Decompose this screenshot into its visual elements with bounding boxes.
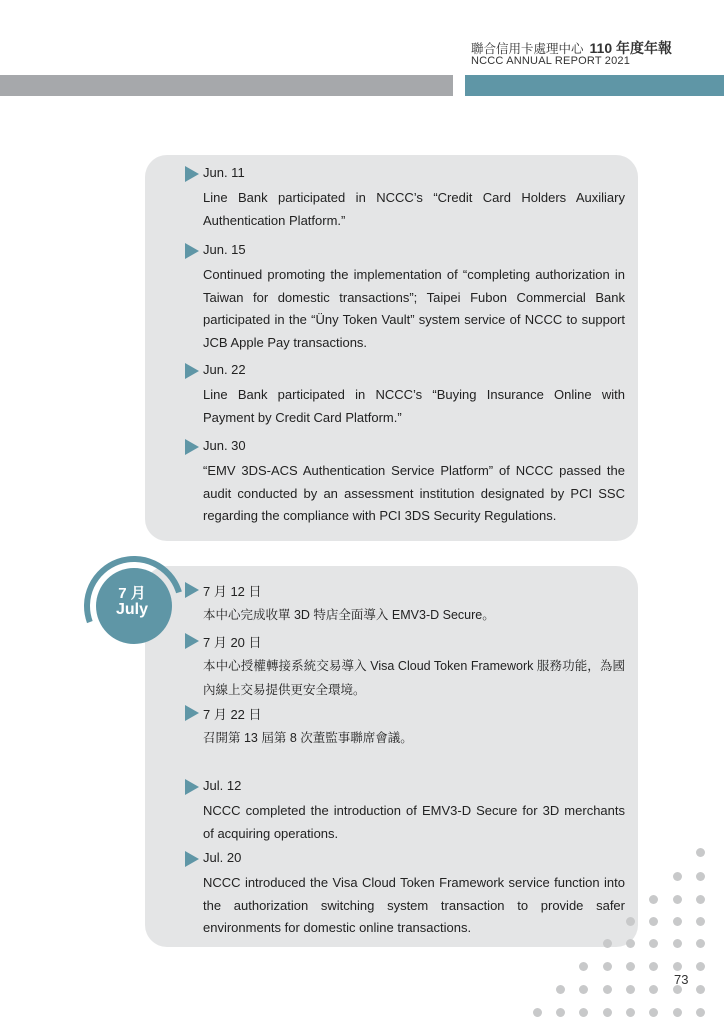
event-date: Jun. 22 bbox=[203, 362, 246, 377]
badge-month-en: July bbox=[115, 601, 148, 618]
bullet-triangle-icon bbox=[185, 582, 199, 598]
decorative-dot bbox=[626, 962, 635, 971]
decorative-dot bbox=[673, 917, 682, 926]
decorative-dot bbox=[649, 917, 658, 926]
event-text: Continued promoting the implementation of “completing authorization in Taiwan for domestic transactions”; Taipei Fubon Commercial Bank participated in the “Üny Token Vault” system service of NCCC to support JCB Apple Pay transactions. bbox=[203, 267, 625, 350]
decorative-dot bbox=[673, 895, 682, 904]
decorative-dot bbox=[533, 1008, 542, 1017]
decorative-dot bbox=[626, 939, 635, 948]
event-text: 召開第 13 屆第 8 次董監事聯席會議。 bbox=[203, 731, 413, 745]
decorative-dot bbox=[649, 962, 658, 971]
decorative-dot bbox=[696, 872, 705, 881]
decorative-dot bbox=[603, 939, 612, 948]
decorative-dot bbox=[626, 1008, 635, 1017]
event-date: Jul. 20 bbox=[203, 850, 242, 865]
bullet-triangle-icon bbox=[185, 851, 199, 867]
header-year-zh: 110 年度年報 bbox=[589, 40, 672, 56]
june-events-card bbox=[145, 155, 638, 541]
event-text: NCCC completed the introduction of EMV3-D Secure for 3D merchants of acquiring operations. bbox=[203, 803, 625, 841]
decorative-dot bbox=[603, 1008, 612, 1017]
decorative-dot bbox=[579, 985, 588, 994]
decorative-dot bbox=[696, 985, 705, 994]
decorative-dot bbox=[649, 985, 658, 994]
decorative-dot bbox=[579, 1008, 588, 1017]
decorative-dot bbox=[649, 1008, 658, 1017]
decorative-dot bbox=[696, 962, 705, 971]
decorative-dot bbox=[649, 895, 658, 904]
decorative-dot bbox=[649, 939, 658, 948]
bullet-triangle-icon bbox=[185, 166, 199, 182]
event-text: 本中心授權轉接系統交易導入 Visa Cloud Token Framework 服務功能，為國內線上交易提供更安全環境。 bbox=[203, 659, 625, 697]
badge-month-zh: 7 月 bbox=[118, 585, 146, 602]
decorative-dot bbox=[673, 1008, 682, 1017]
event-date: 7 月 20 日 bbox=[203, 635, 262, 650]
decorative-dot bbox=[626, 985, 635, 994]
event-text: “EMV 3DS-ACS Authentication Service Platform” of NCCC passed the audit conducted by an assessment institution designated by PCI SSC regarding the compliance with PCI 3DS Security Regulations. bbox=[203, 463, 625, 523]
event-text: NCCC introduced the Visa Cloud Token Framework service function into the authorization switching system transaction to provide safer environments for domestic online transactions. bbox=[203, 875, 625, 935]
decorative-dot bbox=[603, 985, 612, 994]
header-teal-bar bbox=[465, 75, 724, 96]
decorative-dot bbox=[673, 962, 682, 971]
header-title-en: NCCC ANNUAL REPORT 2021 bbox=[471, 55, 631, 67]
decorative-dot bbox=[696, 939, 705, 948]
event-text: Line Bank participated in NCCC’s “Credit Card Holders Auxiliary Authentication Platform.” bbox=[203, 190, 625, 228]
decorative-dot bbox=[673, 939, 682, 948]
event-text: 本中心完成收單 3D 特店全面導入 EMV3-D Secure。 bbox=[203, 608, 495, 622]
decorative-dot bbox=[696, 895, 705, 904]
event-date: Jun. 15 bbox=[203, 242, 246, 257]
decorative-dot bbox=[626, 917, 635, 926]
decorative-dot bbox=[696, 1008, 705, 1017]
decorative-dot bbox=[603, 962, 612, 971]
header-org-zh: 聯合信用卡處理中心 110 年度年報 bbox=[471, 40, 672, 56]
decorative-dot bbox=[579, 962, 588, 971]
event-text: Line Bank participated in NCCC’s “Buying Insurance Online with Payment by Credit Card Platform.” bbox=[203, 387, 625, 425]
bullet-triangle-icon bbox=[185, 705, 199, 721]
july-events-card bbox=[145, 566, 638, 947]
decorative-dot bbox=[696, 917, 705, 926]
header-gray-bar bbox=[0, 75, 453, 96]
decorative-dot bbox=[696, 848, 705, 857]
page-number: 73 bbox=[674, 972, 689, 987]
event-date: 7 月 22 日 bbox=[203, 707, 262, 722]
bullet-triangle-icon bbox=[185, 363, 199, 379]
event-date: 7 月 12 日 bbox=[203, 584, 262, 599]
decorative-dot bbox=[556, 1008, 565, 1017]
bullet-triangle-icon bbox=[185, 779, 199, 795]
bullet-triangle-icon bbox=[185, 633, 199, 649]
event-date: Jul. 12 bbox=[203, 778, 242, 793]
decorative-dot bbox=[673, 872, 682, 881]
bullet-triangle-icon bbox=[185, 439, 199, 455]
bullet-triangle-icon bbox=[185, 243, 199, 259]
event-date: Jun. 11 bbox=[203, 165, 245, 180]
event-date: Jun. 30 bbox=[203, 438, 246, 453]
decorative-dot bbox=[556, 985, 565, 994]
